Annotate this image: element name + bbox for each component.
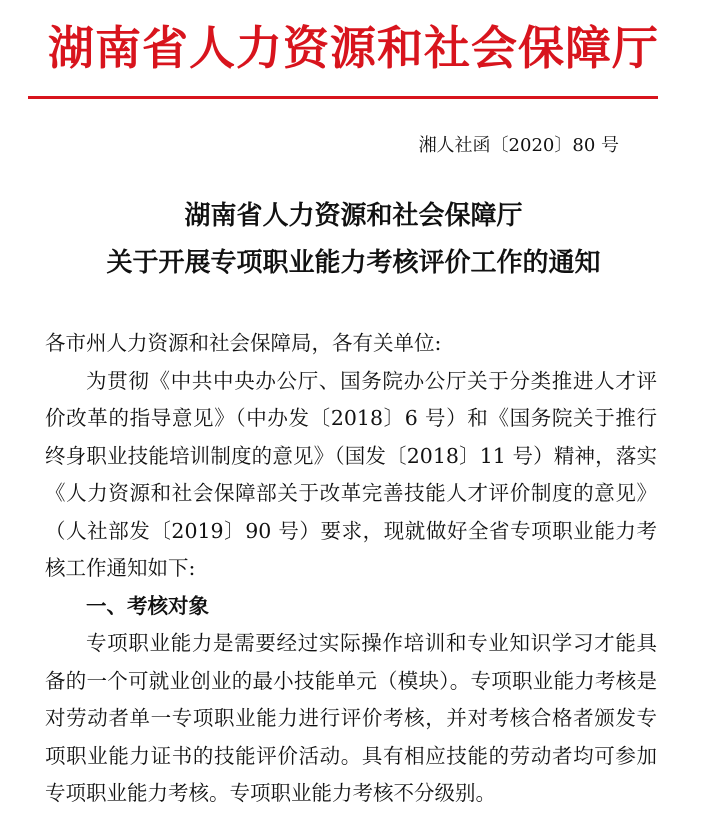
section-paragraph-1: 专项职业能力是需要经过实际操作培训和专业知识学习才能具备的一个可就业创业的最小技能单元（模块）。专项职业能力考核是对劳动者单一专项职业能力进行评价考核，并对考核合格者颁发专项职业能力证书的技能评价活动。具有相应技能的劳动者均可参加专项职业能力考核。专项职业能力考核不分级别。 (45, 631, 657, 805)
notice-body (45, 325, 657, 813)
intro-paragraph: 为贯彻《中共中央办公厅、国务院办公厅关于分类推进人才评价改革的指导意见》（中办发〔2018〕6 号）和《国务院关于推行终身职业技能培训制度的意见》（国发〔2018〕11 号）精神，落实《人力资源和社会保障部关于改革完善技能人才评价制度的意见》（人社部发〔2019〕90 号）要求，现就做好全省专项职业能力考核工作通知如下: (45, 368, 657, 580)
section-heading-1: 一、考核对象 (86, 593, 209, 618)
document-number: 湘人社函〔2020〕80 号 (418, 135, 619, 156)
notice-title-line-2: 关于开展专项职业能力考核评价工作的通知 (106, 248, 601, 278)
salutation: 各市州人力资源和社会保障局，各有关单位: (45, 331, 442, 355)
notice-title-line-1: 湖南省人力资源和社会保障厅 (184, 201, 523, 231)
letterhead-divider (28, 96, 658, 99)
letterhead-title: 湖南省人力资源和社会保障厅 (48, 21, 659, 75)
